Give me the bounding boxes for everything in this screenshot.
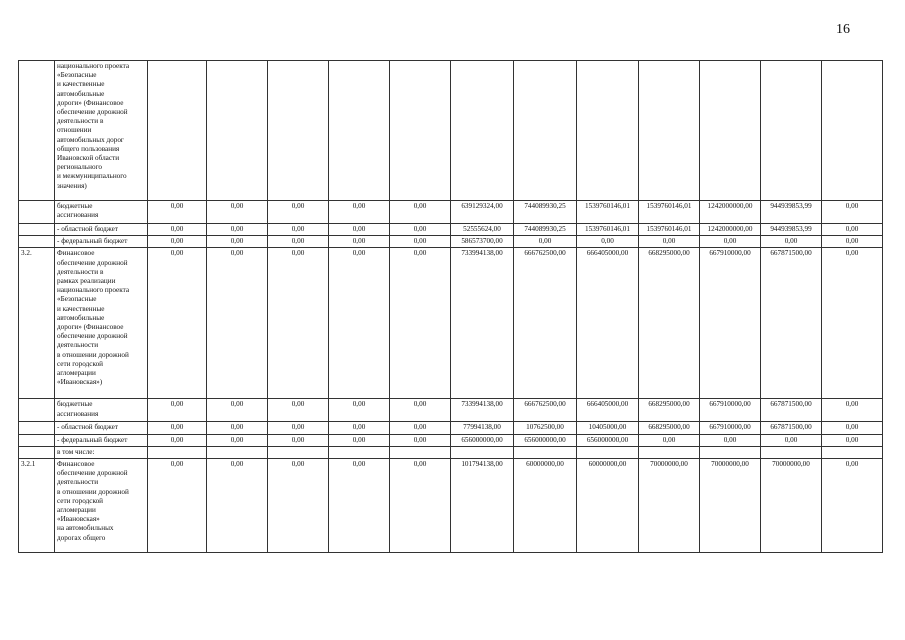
value-cell: 667871500,00 bbox=[761, 399, 822, 422]
value-cell: 0,00 bbox=[822, 399, 883, 422]
value-cell: 744089930,25 bbox=[514, 224, 577, 236]
value-cell: 0,00 bbox=[514, 236, 577, 248]
row-description: Финансовое обеспечение дорожной деятельности в отношении дорожной сети городской агломерации «Ивановская» на автомобильных дорогах общего bbox=[55, 459, 148, 553]
value-cell: 60000000,00 bbox=[514, 459, 577, 553]
row-code bbox=[19, 61, 55, 201]
value-cell bbox=[207, 446, 268, 458]
value-cell bbox=[700, 61, 761, 201]
value-cell: 666762500,00 bbox=[514, 399, 577, 422]
value-cell: 0,00 bbox=[148, 224, 207, 236]
value-cell: 944939853,99 bbox=[761, 224, 822, 236]
value-cell: 668295000,00 bbox=[639, 248, 700, 399]
row-code: 3.2.1 bbox=[19, 459, 55, 553]
value-cell: 101794138,00 bbox=[451, 459, 514, 553]
value-cell: 77994138,00 bbox=[451, 422, 514, 434]
value-cell: 1242000000,00 bbox=[700, 201, 761, 224]
value-cell: 0,00 bbox=[148, 201, 207, 224]
value-cell: 0,00 bbox=[390, 422, 451, 434]
row-code: 3.2. bbox=[19, 248, 55, 399]
value-cell: 0,00 bbox=[639, 434, 700, 446]
value-cell: 0,00 bbox=[207, 201, 268, 224]
value-cell: 0,00 bbox=[390, 248, 451, 399]
value-cell bbox=[514, 446, 577, 458]
value-cell: 0,00 bbox=[148, 248, 207, 399]
value-cell bbox=[148, 61, 207, 201]
row-code bbox=[19, 201, 55, 224]
value-cell: 733994138,00 bbox=[451, 248, 514, 399]
value-cell: 0,00 bbox=[761, 434, 822, 446]
row-code bbox=[19, 434, 55, 446]
value-cell: 0,00 bbox=[822, 201, 883, 224]
value-cell: 70000000,00 bbox=[761, 459, 822, 553]
value-cell bbox=[822, 61, 883, 201]
value-cell: 668295000,00 bbox=[639, 422, 700, 434]
value-cell: 0,00 bbox=[148, 399, 207, 422]
value-cell: 60000000,00 bbox=[577, 459, 639, 553]
table-row bbox=[19, 201, 883, 224]
value-cell: 1539760146,01 bbox=[639, 224, 700, 236]
value-cell: 0,00 bbox=[268, 399, 329, 422]
value-cell: 666762500,00 bbox=[514, 248, 577, 399]
value-cell bbox=[329, 61, 390, 201]
row-description: бюджетные ассигнования bbox=[55, 399, 148, 422]
table-row bbox=[19, 459, 883, 553]
value-cell: 656000000,00 bbox=[577, 434, 639, 446]
value-cell: 666405000,00 bbox=[577, 248, 639, 399]
row-description: Финансовое обеспечение дорожной деятельности в рамках реализации национального проекта «Безопасные и качественные автомобильные дороги» (Финансовое обеспечение дорожной деятельности в отношении дорожной сети городской агломерации «Ивановская») bbox=[55, 248, 148, 399]
value-cell: 0,00 bbox=[329, 459, 390, 553]
table-row bbox=[19, 399, 883, 422]
value-cell: 0,00 bbox=[822, 422, 883, 434]
row-description: - областной бюджет bbox=[55, 224, 148, 236]
value-cell bbox=[639, 61, 700, 201]
value-cell: 0,00 bbox=[148, 459, 207, 553]
value-cell bbox=[514, 61, 577, 201]
value-cell bbox=[577, 446, 639, 458]
row-description: национального проекта «Безопасные и качественные автомобильные дороги» (Финансовое обеспечение дорожной деятельности в отношении автомобильных дорог общего пользования Ивановской области регионального и межмуниципального значения) bbox=[55, 61, 148, 201]
value-cell: 0,00 bbox=[700, 236, 761, 248]
value-cell: 0,00 bbox=[390, 434, 451, 446]
table-row bbox=[19, 446, 883, 458]
value-cell: 0,00 bbox=[207, 399, 268, 422]
value-cell: 0,00 bbox=[207, 422, 268, 434]
value-cell: 70000000,00 bbox=[639, 459, 700, 553]
value-cell bbox=[148, 446, 207, 458]
value-cell: 666405000,00 bbox=[577, 399, 639, 422]
value-cell: 52555624,00 bbox=[451, 224, 514, 236]
value-cell: 0,00 bbox=[268, 224, 329, 236]
value-cell: 1539760146,01 bbox=[577, 201, 639, 224]
value-cell bbox=[761, 61, 822, 201]
value-cell: 0,00 bbox=[822, 434, 883, 446]
value-cell: 70000000,00 bbox=[700, 459, 761, 553]
row-description: - федеральный бюджет bbox=[55, 236, 148, 248]
value-cell bbox=[268, 61, 329, 201]
value-cell: 10405000,00 bbox=[577, 422, 639, 434]
row-code bbox=[19, 224, 55, 236]
value-cell bbox=[390, 61, 451, 201]
value-cell: 0,00 bbox=[390, 236, 451, 248]
value-cell: 667910000,00 bbox=[700, 399, 761, 422]
value-cell: 668295000,00 bbox=[639, 399, 700, 422]
value-cell: 733994138,00 bbox=[451, 399, 514, 422]
value-cell: 0,00 bbox=[329, 248, 390, 399]
value-cell: 1539760146,01 bbox=[639, 201, 700, 224]
value-cell: 0,00 bbox=[207, 236, 268, 248]
value-cell: 0,00 bbox=[390, 459, 451, 553]
table-row bbox=[19, 248, 883, 399]
value-cell: 0,00 bbox=[268, 248, 329, 399]
row-code bbox=[19, 446, 55, 458]
value-cell bbox=[329, 446, 390, 458]
value-cell: 0,00 bbox=[577, 236, 639, 248]
row-description: бюджетные ассигнования bbox=[55, 201, 148, 224]
value-cell: 0,00 bbox=[268, 236, 329, 248]
value-cell: 0,00 bbox=[390, 224, 451, 236]
value-cell: 667910000,00 bbox=[700, 248, 761, 399]
value-cell bbox=[207, 61, 268, 201]
value-cell bbox=[268, 446, 329, 458]
value-cell: 944939853,99 bbox=[761, 201, 822, 224]
value-cell bbox=[390, 446, 451, 458]
value-cell: 0,00 bbox=[148, 434, 207, 446]
value-cell: 0,00 bbox=[207, 434, 268, 446]
value-cell: 0,00 bbox=[268, 434, 329, 446]
value-cell: 0,00 bbox=[148, 422, 207, 434]
value-cell: 0,00 bbox=[390, 399, 451, 422]
value-cell: 10762500,00 bbox=[514, 422, 577, 434]
value-cell: 639129324,00 bbox=[451, 201, 514, 224]
budget-table bbox=[18, 60, 883, 553]
value-cell: 0,00 bbox=[639, 236, 700, 248]
value-cell: 0,00 bbox=[700, 434, 761, 446]
table-row bbox=[19, 61, 883, 201]
value-cell bbox=[822, 446, 883, 458]
table-row bbox=[19, 224, 883, 236]
value-cell: 0,00 bbox=[148, 236, 207, 248]
value-cell: 1242000000,00 bbox=[700, 224, 761, 236]
value-cell bbox=[639, 446, 700, 458]
table-row bbox=[19, 422, 883, 434]
value-cell: 0,00 bbox=[390, 201, 451, 224]
value-cell: 0,00 bbox=[207, 459, 268, 553]
value-cell: 0,00 bbox=[822, 236, 883, 248]
value-cell bbox=[451, 446, 514, 458]
row-description: - федеральный бюджет bbox=[55, 434, 148, 446]
value-cell: 0,00 bbox=[761, 236, 822, 248]
value-cell: 656000000,00 bbox=[514, 434, 577, 446]
table-row bbox=[19, 236, 883, 248]
value-cell: 0,00 bbox=[268, 459, 329, 553]
row-description: в том числе: bbox=[55, 446, 148, 458]
value-cell: 0,00 bbox=[207, 224, 268, 236]
value-cell: 0,00 bbox=[207, 248, 268, 399]
value-cell: 0,00 bbox=[822, 459, 883, 553]
table-row bbox=[19, 434, 883, 446]
value-cell: 0,00 bbox=[268, 201, 329, 224]
value-cell: 0,00 bbox=[329, 224, 390, 236]
value-cell bbox=[761, 446, 822, 458]
value-cell: 0,00 bbox=[329, 399, 390, 422]
page-number: 16 bbox=[836, 22, 850, 37]
value-cell: 1539760146,01 bbox=[577, 224, 639, 236]
value-cell: 0,00 bbox=[329, 201, 390, 224]
value-cell: 586573700,00 bbox=[451, 236, 514, 248]
value-cell: 744089930,25 bbox=[514, 201, 577, 224]
value-cell: 0,00 bbox=[822, 248, 883, 399]
value-cell: 0,00 bbox=[268, 422, 329, 434]
value-cell: 0,00 bbox=[329, 236, 390, 248]
value-cell: 0,00 bbox=[329, 422, 390, 434]
row-description: - областной бюджет bbox=[55, 422, 148, 434]
value-cell: 667871500,00 bbox=[761, 422, 822, 434]
row-code bbox=[19, 422, 55, 434]
row-code bbox=[19, 236, 55, 248]
value-cell bbox=[451, 61, 514, 201]
value-cell bbox=[700, 446, 761, 458]
value-cell: 656000000,00 bbox=[451, 434, 514, 446]
value-cell bbox=[577, 61, 639, 201]
value-cell: 667910000,00 bbox=[700, 422, 761, 434]
value-cell: 667871500,00 bbox=[761, 248, 822, 399]
value-cell: 0,00 bbox=[329, 434, 390, 446]
row-code bbox=[19, 399, 55, 422]
value-cell: 0,00 bbox=[822, 224, 883, 236]
